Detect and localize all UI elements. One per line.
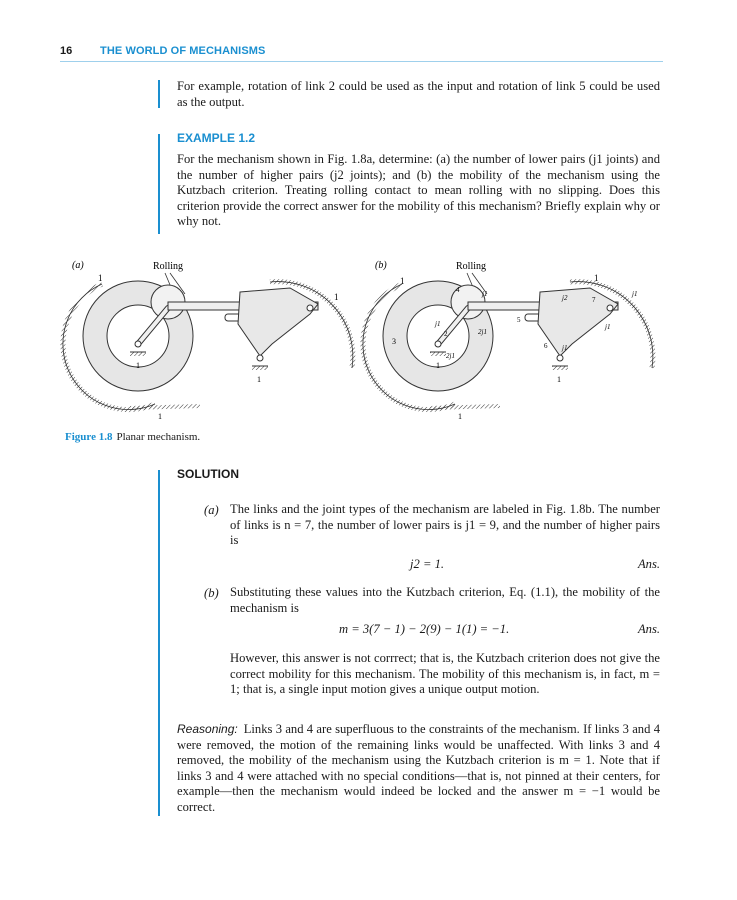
caption-text: Planar mechanism. [116,431,201,443]
item-b-text: Substituting these values into the Kutzbach criterion, Eq. (1.1), the mobility of the mechanism is [230,585,660,615]
page-number: 16 [60,45,73,57]
joint-label-j1: j1 [435,320,441,328]
link-label-5: 5 [517,316,521,324]
header-rule [60,61,663,62]
joint-label-j1: j1 [562,344,568,352]
answer-marker: Ans. [637,557,660,571]
panel-a [63,260,353,421]
solution-heading: SOLUTION [177,467,239,481]
margin-bar [158,80,160,108]
ground-label: 1 [436,361,440,370]
link-label-4: 4 [456,286,460,294]
link-label-3: 3 [392,337,396,346]
joint-label-j1: j1 [632,290,638,298]
figure-caption [65,431,200,443]
ground-label: 1 [257,375,261,384]
joint-label-2j1: 2j1 [478,328,487,336]
rocker-link [238,288,318,356]
ground-label: 1 [158,412,162,421]
example-heading: EXAMPLE 1.2 [177,131,256,145]
joint-label-j1: j1 [605,323,611,331]
link-label-7: 7 [592,296,596,304]
margin-bar [158,470,160,816]
ground-label: 1 [400,276,405,286]
link-label-6: 6 [544,342,548,350]
caption-label: Figure 1.8 [65,431,113,443]
equation-a [230,557,660,575]
item-b-note: However, this answer is not corrrect; that is, the Kutzbach criterion does not give the correct mobility for this mechanism. The mobility of this mechanism is, in fact, m = 1; that is, a single input motion gives a unique output motion. [230,651,660,697]
joint-label-2j1: 2j1 [446,352,455,360]
ground-label: 1 [557,375,561,384]
joint-label-j1: j1 [482,290,488,298]
rocker-link [538,288,618,356]
equation-a-math: j2 = 1. [410,557,445,571]
running-title: THE WORLD OF MECHANISMS [100,45,266,57]
panel-b-label: (b) [375,260,387,271]
figure-planar-mechanism [60,256,670,426]
ground-label: 1 [136,361,140,370]
equation-b-math: m = 3(7 − 1) − 2(9) − 1(1) = −1. [339,622,510,636]
item-b-label: (b) [204,586,219,600]
ground-label: 1 [334,292,339,302]
item-a-text: The links and the joint types of the mechanism are labeled in Fig. 1.8b. The number of links is n = 7, the number of lower pairs is j1 = 9, and the number of higher pairs is [230,502,660,548]
joint-label-j2: j2 [562,294,568,302]
answer-marker: Ans. [637,622,660,636]
ground-label: 1 [458,412,462,421]
reasoning-text: Links 3 and 4 are superfluous to the constraints of the mechanism. If links 3 and 4 were removed, the motion of the remaining links would be unaffected. With links 3 and 4 removed, the mobility of the mechanism using the Kutzbach criterion is m = 1. Note that if links 3 and 4 were attached with no special conditions—that is, not pinned at their centers, for example—then the mechanism would indeed be locked and the answer m = −1 would be correct. [177,722,660,814]
panel-b [363,260,653,421]
link-label-2: 2 [444,330,448,338]
rolling-label: Rolling [153,261,184,272]
intro-paragraph: For example, rotation of link 2 could be used as the input and rotation of link 5 could be used as the output. [177,79,660,109]
panel-a-label: (a) [72,260,84,271]
margin-bar [158,134,160,234]
example-body: For the mechanism shown in Fig. 1.8a, determine: (a) the number of lower pairs (j1 joints) and the number of higher pairs (j2 joints); and (b) the mobility of the mechanism using the Kutzbach criterion. Treating rolling contact to mean rolling with no slipping. Does this criterion provide the correct answer for the mobility of this mechanism? Briefly explain why or why not. [177,152,660,229]
ground-label: 1 [594,273,599,283]
item-a-label: (a) [204,503,219,517]
equation-b [230,622,660,640]
reasoning-label: Reasoning: [177,722,238,736]
rolling-label: Rolling [456,261,487,272]
reasoning-paragraph [177,722,660,816]
ground-label: 1 [98,273,103,283]
